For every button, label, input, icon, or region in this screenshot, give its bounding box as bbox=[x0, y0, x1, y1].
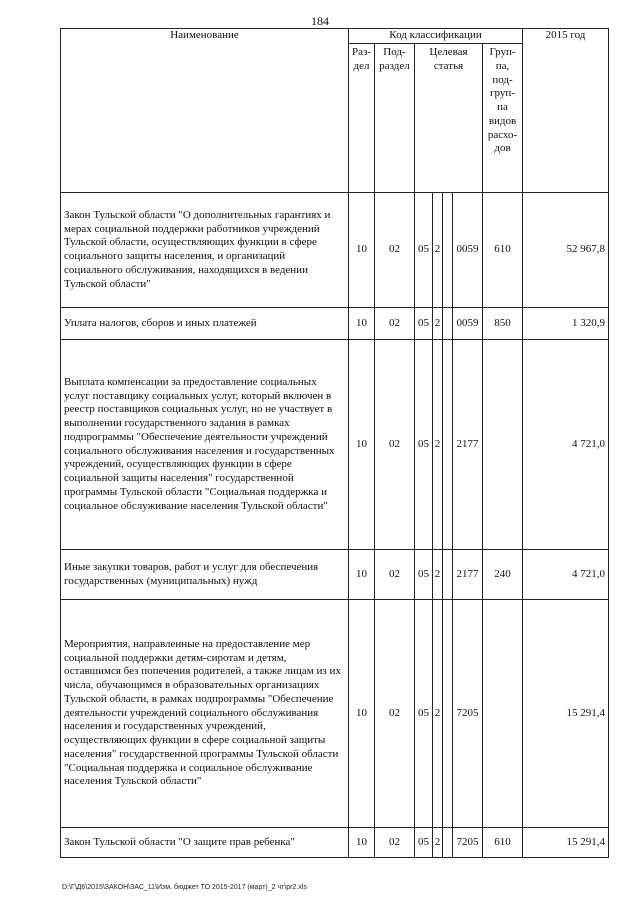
table-row bbox=[61, 193, 609, 308]
row-vid bbox=[483, 340, 523, 550]
row-vid bbox=[483, 600, 523, 828]
row-cs4: 0059 bbox=[453, 193, 483, 308]
row-amount: 15 291,4 bbox=[523, 828, 609, 858]
row-razdel: 10 bbox=[349, 193, 375, 308]
row-razdel: 10 bbox=[349, 828, 375, 858]
row-cs3 bbox=[443, 600, 453, 828]
table-row bbox=[61, 550, 609, 600]
row-cs3 bbox=[443, 308, 453, 340]
row-name: Иные закупки товаров, работ и услуг для обеспечения государственных (муниципальных) нужд bbox=[61, 550, 349, 600]
row-cs1: 05 bbox=[415, 600, 433, 828]
header-gruppa: Груп- па, под- груп- па видов расхо- дов bbox=[483, 44, 523, 193]
row-amount: 15 291,4 bbox=[523, 600, 609, 828]
row-cs1: 05 bbox=[415, 193, 433, 308]
row-razdel: 10 bbox=[349, 600, 375, 828]
row-amount: 4 721,0 bbox=[523, 550, 609, 600]
row-cs2: 2 bbox=[433, 550, 443, 600]
header-razdel: Раз- дел bbox=[349, 44, 375, 193]
header-code: Код классификации bbox=[349, 29, 523, 44]
row-amount: 1 320,9 bbox=[523, 308, 609, 340]
row-podrazdel: 02 bbox=[375, 828, 415, 858]
row-cs4: 2177 bbox=[453, 340, 483, 550]
row-cs1: 05 bbox=[415, 550, 433, 600]
row-name: Мероприятия, направленные на предоставление мер социальной поддержки детям-сиротам и детям, оставшимся без попечения родителей, а также лицам из их числа, обучающимся в образовательных организациях Тульской области, в рамках подпрограммы "Обеспечение деятельности учреждений социального обслуживания населения и государственных учреждений, осуществляющих функции в сфере социальной защиты населения" государственной программы Тульской области "Социальная поддержка и социальное обслуживание населения Тульской области" bbox=[61, 600, 349, 828]
row-cs4: 7205 bbox=[453, 600, 483, 828]
row-cs2: 2 bbox=[433, 308, 443, 340]
row-podrazdel: 02 bbox=[375, 600, 415, 828]
header-celevaya: Целевая статья bbox=[415, 44, 483, 193]
header-podrazdel: Под- раздел bbox=[375, 44, 415, 193]
table-row bbox=[61, 340, 609, 550]
row-razdel: 10 bbox=[349, 340, 375, 550]
row-cs4: 7205 bbox=[453, 828, 483, 858]
row-cs3 bbox=[443, 550, 453, 600]
row-vid: 850 bbox=[483, 308, 523, 340]
row-name: Закон Тульской области "О дополнительных гарантиях и мерах социальной поддержки работников учреждений Тульской области, осуществляющих функции в сфере социального защиты населения, и организаций социального обслуживания, находящихся в ведении Тульской области" bbox=[61, 193, 349, 308]
row-name: Выплата компенсации за предоставление социальных услуг поставщику социальных услуг, который включен в реестр поставщиков социальных услуг, но не участвует в выполнении государственного задания в рамках подпрограммы "Обеспечение деятельности учреждений социального обслуживания населения и государственных учреждений, осуществляющих функции в сфере социальной защиты населения" государственной программы Тульской области "Социальная поддержка и социальное обслуживание населения Тульской области" bbox=[61, 340, 349, 550]
row-cs2: 2 bbox=[433, 193, 443, 308]
row-podrazdel: 02 bbox=[375, 550, 415, 600]
row-cs3 bbox=[443, 340, 453, 550]
row-cs3 bbox=[443, 193, 453, 308]
row-vid: 610 bbox=[483, 193, 523, 308]
row-cs1: 05 bbox=[415, 340, 433, 550]
row-vid: 610 bbox=[483, 828, 523, 858]
row-name: Закон Тульской области "О защите прав ребенка" bbox=[61, 828, 349, 858]
row-cs1: 05 bbox=[415, 308, 433, 340]
row-amount: 52 967,8 bbox=[523, 193, 609, 308]
row-cs2: 2 bbox=[433, 828, 443, 858]
row-cs4: 0059 bbox=[453, 308, 483, 340]
page-number: 184 bbox=[311, 14, 329, 28]
header-year: 2015 год bbox=[523, 29, 609, 193]
row-razdel: 10 bbox=[349, 550, 375, 600]
table-row bbox=[61, 828, 609, 858]
row-cs4: 2177 bbox=[453, 550, 483, 600]
row-cs1: 05 bbox=[415, 828, 433, 858]
row-amount: 4 721,0 bbox=[523, 340, 609, 550]
row-podrazdel: 02 bbox=[375, 193, 415, 308]
row-vid: 240 bbox=[483, 550, 523, 600]
budget-table bbox=[60, 28, 609, 858]
row-cs2: 2 bbox=[433, 600, 443, 828]
table-row bbox=[61, 308, 609, 340]
table-row bbox=[61, 600, 609, 828]
row-razdel: 10 bbox=[349, 308, 375, 340]
header-name: Наименование bbox=[61, 29, 349, 193]
file-path-footer: D:\Г\Д6\2015\ЗАКОН\ЗАС_11\Изм. бюджет ТО 2015-2017 (март)_2 чт\pr2.xls bbox=[62, 884, 307, 891]
row-podrazdel: 02 bbox=[375, 340, 415, 550]
row-cs2: 2 bbox=[433, 340, 443, 550]
row-name: Уплата налогов, сборов и иных платежей bbox=[61, 308, 349, 340]
row-podrazdel: 02 bbox=[375, 308, 415, 340]
row-cs3 bbox=[443, 828, 453, 858]
